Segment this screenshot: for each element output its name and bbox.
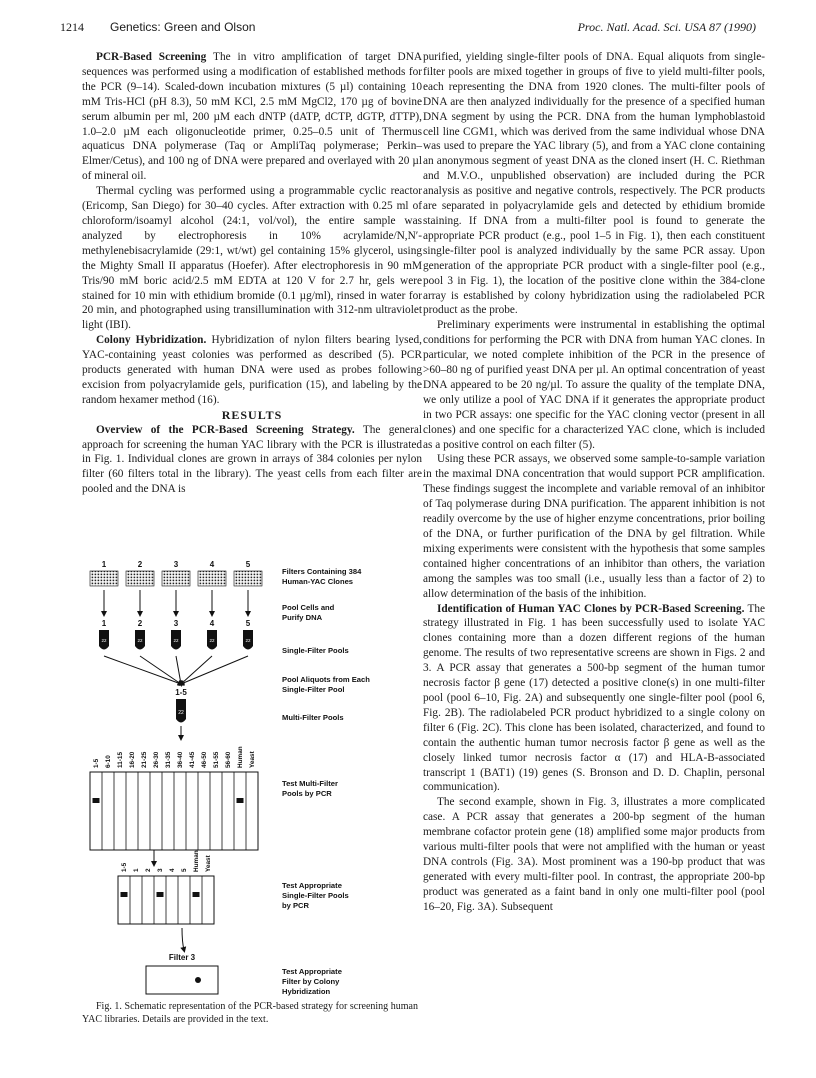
filter3-box	[146, 966, 218, 994]
single-lane-label: 2	[145, 868, 152, 872]
second-example-paragraph: The second example, shown in Fig. 3, illustrates a more complicated case. A PCR assay that generates a 200-bp segment of the human membrane cofactor protein gene (18) amplified some major products from various multi-filter pools that were not amplified with the human or yeast DNA controls (Fig. 3A). Most prominent was a 190-bp product that was generated with every multi-filter pool. In contrast, the appropriate 200-bp product was generated as a faint band in only one multi-filter pool (pool 16–20, Fig. 3A). Subsequent	[423, 796, 765, 913]
filter-grid	[90, 571, 118, 586]
multi-lane-label: 46-50	[201, 751, 208, 768]
test-single-label-line1: Test Appropriate	[282, 881, 342, 890]
multi-lane-label: 51-55	[213, 751, 220, 768]
variation-paragraph: Using these PCR assays, we observed some sample-to-sample variation in the maximal DNA concentration that would support PCR amplification. These findings suggest the incomplete and variable removal of an inhibitor of Taq polymerase during DNA purification. The apparent inhibition is not readily overcome by the use of higher enzyme concentrations, prior boiling of the DNA, or further purification of the DNA by gel filtration. While mixing experiments were consistent with the hypothesis that some samples contained higher concentrations of an inhibitor than others, the variation among the samples was too small (i.e., usually less than a factor of 2) to allow determination of the basis of the inhibition.	[423, 453, 765, 600]
multi-lane-label: 11-15	[117, 752, 124, 768]
tube-number: 5	[245, 619, 251, 628]
filter-to-tube-arrows	[104, 590, 248, 614]
page-header	[60, 20, 756, 38]
single-lane-label: Human	[193, 850, 200, 872]
test-multi-label-line2: Pools by PCR	[282, 789, 332, 798]
gel-band	[157, 892, 164, 897]
figure-1	[82, 558, 422, 998]
test-filter-label-line2: Filter by Colony	[282, 977, 340, 986]
single-gel-lane-labels	[121, 850, 212, 872]
left-column	[82, 50, 422, 497]
pooling-arrows	[104, 656, 248, 684]
multi-lane-label: 16-20	[129, 751, 136, 768]
human-control-band	[237, 798, 244, 803]
filter3-label: Filter 3	[168, 953, 196, 962]
test-filter-label-line1: Test Appropriate	[282, 967, 342, 976]
positive-colony-dot	[195, 977, 201, 983]
single-to-filter-arrow	[182, 928, 184, 950]
tube-mark: 22	[209, 638, 215, 643]
pool-arrow	[181, 656, 212, 684]
gel-band	[193, 892, 200, 897]
filter-grid	[198, 571, 226, 586]
tube-mark: 22	[245, 638, 251, 643]
positive-band	[93, 798, 100, 803]
tube-mark: 22	[101, 638, 107, 643]
tube-number: 1	[101, 619, 107, 628]
aliquots-label-line2: Single-Filter Pool	[282, 685, 345, 694]
pool-cells-label-line2: Purify DNA	[282, 613, 323, 622]
multi-tube-label: 1-5	[175, 688, 187, 697]
multi-lane-label: Human	[237, 746, 244, 768]
filter-number: 4	[209, 560, 215, 569]
multi-lane-label: 36-40	[177, 751, 184, 768]
single-lane-label: Yeast	[205, 855, 212, 872]
pool-arrow	[104, 656, 181, 684]
results-heading: RESULTS	[221, 407, 283, 422]
overview-text: The general approach for screening the human YAC library with the PCR is illustrated in Fig. 1. Individual clones are grown in arrays of 384 colonies per nylon filter (60 filters total in the library). The yeast cells from each filter are pooled and the DNA is	[82, 423, 422, 496]
colony-hyb-text: Hybridization of nylon filters bearing lysed, YAC-containing yeast colonies was performed as described (5). PCR products generated with human DNA were used as probes following excision from polyacrylamide gels, purification (15), and labeling by the random hexamer method (16).	[82, 334, 422, 406]
colony-hyb-paragraph	[82, 333, 422, 408]
pcr-screening-text: The in vitro amplification of target DNA sequences was performed using a modification of established methods for the PCR (9–14). Scaled-down incubation mixtures (5 µl) containing 10 mM Tris-HCl (pH 8.3), 50 mM KCl, 2.5 mM MgCl2, 170 µg of bovine serum albumin per ml, 200 µM each dNTP (dATP, dCTP, dGTP, dTTP), 1.0–2.0 µM each oligonucleotide primer, 0.25–0.5 unit of Thermus aquaticus DNA polymerase (Taq or AmpliTaq polymerase; Perkin–Elmer/Cetus), and 100 ng of DNA were prepared and overlayed with 20 µl of mineral oil.	[82, 51, 423, 183]
figure-caption: Fig. 1. Schematic representation of the PCR-based strategy for screening human YAC libraries. Details are provided in the text.	[82, 1001, 418, 1025]
test-multi-label-line1: Test Multi-Filter	[282, 779, 338, 788]
multi-lane-label: 31-35	[165, 751, 172, 768]
single-lane-label: 5	[181, 868, 188, 872]
filter-numbers	[102, 560, 251, 569]
tube-numbers	[102, 619, 251, 628]
multi-lane-label: 6-10	[105, 755, 112, 768]
filter-number: 2	[137, 560, 143, 569]
filter-number: 3	[173, 560, 179, 569]
multi-filter-tube	[176, 699, 186, 723]
tube-mark: 22	[173, 638, 179, 643]
multi-lane-label: Yeast	[249, 751, 256, 768]
pool-arrow	[181, 656, 248, 684]
filter-grid	[162, 571, 190, 586]
filters-label-line1: Filters Containing 384	[282, 567, 362, 576]
pool-arrow	[176, 656, 181, 684]
single-lane-label: 4	[169, 868, 176, 872]
multi-lane-label: 1-5	[93, 758, 100, 768]
test-single-label-line2: Single-Filter Pools	[282, 891, 349, 900]
tube-number: 2	[137, 619, 143, 628]
single-lane-label: 1	[133, 868, 140, 872]
running-title: Genetics: Green and Olson	[110, 20, 256, 34]
single-filter-tubes	[99, 630, 253, 650]
single-filter-gel	[118, 876, 214, 924]
pcr-screening-paragraph	[82, 50, 422, 184]
filter-array	[90, 571, 262, 586]
multi-lane-label: 41-45	[189, 751, 196, 768]
multi-lane-label: 56-60	[225, 751, 232, 768]
tube-mark: 22	[137, 638, 143, 643]
aliquots-label-line1: Pool Aliquots from Each	[282, 675, 370, 684]
pcr-screening-heading: PCR-Based Screening	[96, 51, 207, 63]
filter-grid	[234, 571, 262, 586]
pooling-paragraph: purified, yielding single-filter pools of DNA. Equal aliquots from single-filter pools are mixed together in groups of five to yield multi-filter pools, each representing the DNA from 1920 clones. The multi-filter pools of DNA are then analyzed individually for the presence of a specified human DNA segment by using the PCR. DNA from the human lymphoblastoid cell line CGM1, which was derived from the same individual whose DNA was used to prepare the YAC library (5), and from a YAC clone containing an anonymous segment of yeast DNA as the cloned insert (H. C. Riethman and M.V.O., unpublished observation) are included during the PCR analysis as positive and negative controls, respectively. The PCR products are separated in polyacrylamide gels and detected by ethidium bromide staining. If DNA from a multi-filter pool is found to generate the appropriate PCR product (e.g., pool 1–5 in Fig. 1), then each constituent single-filter pool is analyzed individually by the same PCR assay. Upon generation of the appropriate PCR product with a single-filter pool (e.g., pool 3 in Fig. 1), the location of the positive clone within the 384-clone array is established by colony hybridization using the radiolabeled PCR product as the probe.	[423, 51, 765, 317]
pool-arrow	[140, 656, 181, 684]
multi-pools-label: Multi-Filter Pools	[282, 713, 344, 722]
filters-label-line2: Human-YAC Clones	[282, 577, 354, 586]
gel-band	[121, 892, 128, 897]
filter-grid	[126, 571, 154, 586]
colony-hyb-heading: Colony Hybridization.	[96, 334, 207, 347]
multi-gel-lane-labels	[93, 746, 256, 768]
multi-lane-label: 21-25	[141, 751, 148, 768]
test-filter-label-line3: Hybridization	[282, 987, 331, 996]
right-column	[423, 50, 765, 915]
filter-number: 1	[101, 560, 107, 569]
identification-heading: Identification of Human YAC Clones by PCR-Based Screening.	[437, 602, 745, 615]
filter-number: 5	[245, 560, 251, 569]
identification-paragraph	[423, 602, 765, 796]
identification-text: The strategy illustrated in Fig. 1 has been successfully used to isolate YAC clones containing more than a dozen different regions of the human genome. The results of two representative screens are shown in Figs. 2 and 3. A PCR assay that generates a 500-bp segment of the human tumor necrosis factor β gene (17) detected a positive clone(s) in one multi-filter pool (pool 6–10, Fig. 2A) and subsequently one single-filter pool (pool 6, Fig. 2B). The radiolabeled PCR product hybridized to a single colony on filter 6 (Fig. 2C). This clone has been isolated, characterized, and found to contain the authentic human tumor necrosis factor β gene as well as the closely linked tumor necrosis factor α (17) and HLA-B-associated transcript 1 (BAT1) (19) genes (S. Bronson and D. D. Chaplin, personal communication).	[423, 602, 766, 794]
tube-number: 3	[173, 619, 179, 628]
multi-lane-label: 26-30	[153, 751, 160, 768]
schematic-diagram	[82, 558, 422, 998]
test-single-label-line3: by PCR	[282, 901, 310, 910]
multi-filter-gel	[90, 772, 258, 850]
single-lane-label: 1-5	[121, 862, 128, 872]
single-pools-label: Single-Filter Pools	[282, 646, 349, 655]
tube-mark: 22	[178, 710, 184, 716]
journal-citation: Proc. Natl. Acad. Sci. USA 87 (1990)	[577, 20, 756, 34]
preliminary-paragraph: Preliminary experiments were instrumental in establishing the optimal conditions for performing the PCR with DNA from human YAC clones. In particular, we noted complete inhibition of the PCR in the presence of >60–80 ng of purified yeast DNA per µl. An optimal concentration of yeast DNA appeared to be 20 ng/µl. To assure the quality of the template DNA, we only utilize a pool of YAC DNA if it generates the appropriate product in two PCR assays: one specific for the YAC cloning vector (present in all clones) and one specific for a characterized YAC clone, which is included as a positive control on each filter (5).	[423, 319, 765, 451]
thermal-cycling-paragraph: Thermal cycling was performed using a programmable cyclic reactor (Ericomp, San Diego) for 30–40 cycles. After extraction with 0.25 ml of chloroform/isoamyl alcohol (24:1, vol/vol), the entire sample was analyzed by electrophoresis in 10% acrylamide/N,N′-methylenebisacrylamide (29:1, wt/wt) gel containing 15% glycerol, using the Mighty Small II apparatus (Hoefer). After electrophoresis in 90 mM Tris/90 mM boric acid/2.5 mM EDTA at 120 V for 2.7 hr, gels were stained for 10 min with ethidium bromide (0.1 µg/ml), rinsed in water for 20 min, and photographed using transillumination with 312-nm ultraviolet light (IBI).	[82, 185, 422, 332]
single-lane-label: 3	[157, 868, 164, 872]
page-number: 1214	[60, 20, 84, 34]
overview-paragraph	[82, 423, 422, 498]
pool-cells-label-line1: Pool Cells and	[282, 603, 335, 612]
overview-heading: Overview of the PCR-Based Screening Strategy.	[96, 423, 355, 436]
tube-number: 4	[209, 619, 215, 628]
